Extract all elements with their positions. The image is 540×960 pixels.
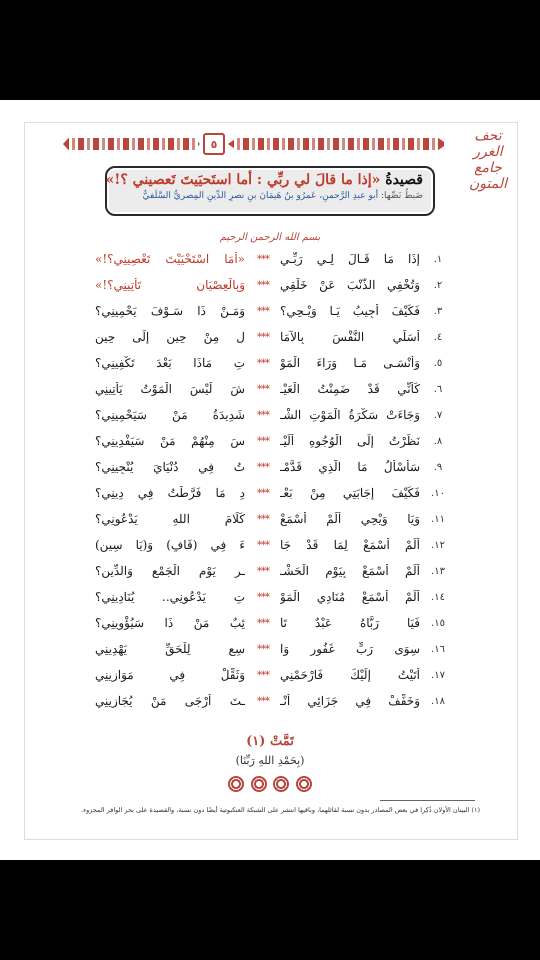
verse-second-hemistich: ـرِ يَوْمِ الْجَمْعِ وَالدِّينِ؟ (95, 564, 245, 578)
verse-separator: *** (257, 670, 269, 681)
verse-first-hemistich: وَيَا وَيْحِي أَلَمْ أَسْمَعْ (280, 512, 420, 526)
verse-separator: *** (257, 644, 269, 655)
verse-first-hemistich: وَجَاءَتْ سَكْرَةُ الْمَوْتِ الشْـ (280, 408, 420, 422)
verse-first-hemistich: أَتَيْتُ إِلَيْكَ فَارْحَمْنِي (280, 668, 420, 682)
verse-first-hemistich: وَتُخْفِي الذَّنْبَ عَنْ خَلْقِي (280, 278, 420, 292)
verse-first-hemistich: أَلَمْ أَسْمَعْ مُنَادِي الْمَوْ (280, 590, 420, 604)
footnote: (١) البيتان الأولان ذُكِرا في بعض المصادر بدون نسبة لقائلهما، وباقيها انتشر على الشبكة العنكبوتية أيضًا دون نسبة، والقصيدة على بحر الوافر المجزوء. (81, 806, 480, 814)
verse-separator: *** (257, 280, 269, 291)
verse-separator: *** (257, 384, 269, 395)
verse-row (90, 562, 445, 588)
verse-row (90, 406, 443, 432)
verse-first-hemistich: أَلَمْ أَسْمَعْ بِيَوْمِ الْحَشْـ (280, 564, 420, 578)
verse-separator: *** (257, 488, 269, 499)
ornament-left (63, 138, 200, 150)
page-number: ٥ (203, 133, 225, 155)
verse-separator: *** (257, 332, 269, 343)
verse-number: ١٦. (431, 644, 445, 655)
verse-number: ٣. (433, 306, 443, 317)
rosette-ornaments (228, 776, 312, 796)
verse-row (90, 640, 445, 666)
verse-number: ١٥. (431, 618, 445, 629)
verse-number: ٧. (433, 410, 443, 421)
verse-first-hemistich: نَظَرْتُ إِلَى الْوُجُوهِ أَلَيْـ (280, 434, 420, 448)
verse-second-hemistich: تِ يَدْعُونِي.. يُنَادِينِي؟ (95, 590, 245, 604)
verse-row (90, 692, 445, 718)
verse-separator: *** (257, 436, 269, 447)
verse-first-hemistich: أُسَلِّي النَّفْسَ بِالآمَا (280, 330, 420, 344)
verse-second-hemistich: ءَ فِي (قَافٍ) وَ(يَا سِينِ) (95, 538, 245, 552)
rosette-icon (296, 776, 312, 792)
verse-row (90, 614, 445, 640)
verse-separator: *** (257, 306, 269, 317)
verse-separator: *** (257, 618, 269, 629)
verse-row (90, 250, 443, 276)
verse-row (90, 510, 445, 536)
verse-number: ٥. (433, 358, 443, 369)
verse-number: ١. (433, 254, 443, 265)
verse-row (90, 354, 443, 380)
verse-separator: *** (257, 540, 269, 551)
verse-separator: *** (257, 410, 269, 421)
verse-number: ١٨. (431, 696, 445, 707)
verse-number: ٦. (433, 384, 443, 395)
verse-second-hemistich: سَ مِنْهُمْ مَنْ سَيَفْدِينِي؟ (95, 434, 245, 448)
verse-row (90, 302, 443, 328)
verse-first-hemistich: وَأَنْسَـى مَـا وَرَاءَ الْمَوْ (280, 356, 420, 370)
verse-separator: *** (257, 696, 269, 707)
verse-row (90, 484, 445, 510)
verse-separator: *** (257, 592, 269, 603)
verse-row (90, 536, 445, 562)
verse-number: ٨. (433, 436, 443, 447)
verse-row (90, 432, 443, 458)
title-box (105, 166, 435, 216)
verse-number: ١٠. (431, 488, 445, 499)
verse-number: ١١. (431, 514, 445, 525)
author-name: أبو عبدِ الرَّحمنِ، عَمرُو بنُ هَيمَانَ بنِ نصرِ الدِّينِ المِصريُّ السَّلَفيُّ (142, 191, 379, 201)
verse-second-hemistich: دِ مَا فَرَّطْتُ فِي دِينِي؟ (95, 486, 245, 500)
basmala: بسم الله الرحمن الرحيم (219, 232, 321, 243)
verse-second-hemistich: لِ مِنْ حِينٍ إِلَى حِينِ (95, 330, 245, 344)
verse-separator: *** (257, 254, 269, 265)
verse-number: ٩. (433, 462, 443, 473)
header-ornament-band (60, 132, 450, 156)
verse-first-hemistich: أَلَمْ أَسْمَعْ لِمَا قَدْ جَا (280, 538, 420, 552)
verse-number: ١٢. (431, 540, 445, 551)
verse-second-hemistich: وَثَقِّلْ فِي مَوَازِينِي (95, 668, 245, 682)
verse-second-hemistich: سِعٍ لِلْحَقِّ يَهْدِينِي (95, 642, 245, 656)
verse-row (90, 328, 443, 354)
verse-first-hemistich: وَخَفِّفْ فِي جَزَائِي أَنْـ (280, 694, 420, 708)
verse-first-hemistich: سِوَى رَبٍّ غَفُورٍ وَا (280, 642, 420, 656)
verse-row (90, 380, 443, 406)
verse-second-hemistich: ـتَ أَرْجَى مَنْ يُجَازِينِي (95, 694, 245, 708)
footnote-rule (380, 800, 475, 801)
verse-row (90, 276, 443, 302)
ornament-right (228, 138, 447, 150)
verse-number: ١٧. (431, 670, 445, 681)
rosette-icon (251, 776, 267, 792)
verse-separator: *** (257, 566, 269, 577)
verse-row (90, 588, 445, 614)
verse-second-hemistich: وَمَـنْ ذَا سَـوْفَ يَحْمِينِي؟ (95, 304, 245, 318)
verse-second-hemistich: شَدِيدَةُ مَنْ سَيَحْمِينِي؟ (95, 408, 245, 422)
verse-second-hemistich: ئِبٌ مَنْ ذَا سَيُؤْوِينِي؟ (95, 616, 245, 630)
verse-separator: *** (257, 514, 269, 525)
verse-number: ٤. (433, 332, 443, 343)
verse-first-hemistich: فَيَا رَبَّاهُ عَبْدٌ تَا (280, 616, 420, 630)
rosette-icon (273, 776, 289, 792)
author-line (117, 191, 423, 201)
rosette-icon (228, 776, 244, 792)
document-page (0, 100, 540, 860)
ending-subtitle: (بِحَمْدِ اللهِ رَبِّنَا) (235, 754, 305, 767)
verse-second-hemistich: «أَمَا اسْتَحْيَيْتَ تَعْصِينِي؟!» (95, 252, 245, 266)
verse-number: ٢. (433, 280, 443, 291)
verse-second-hemistich: تِ مَاذَا بَعْدَ تَكْفِينِي؟ (95, 356, 245, 370)
author-label: ضَبطُ نَصِّها: (381, 191, 423, 201)
verse-number: ١٤. (431, 592, 445, 603)
title-line (105, 172, 423, 188)
verse-second-hemistich: كَلَامَ اللهِ يَدْعُونِي؟ (95, 512, 245, 526)
verse-separator: *** (257, 462, 269, 473)
verse-number: ١٣. (431, 566, 445, 577)
verse-first-hemistich: إذَا مَا قَـالَ لِـي رَبِّـي (280, 252, 420, 266)
title-label: قصيدةُ (385, 172, 423, 188)
ending-title: تَمَّتْ (١) (246, 734, 294, 749)
verse-first-hemistich: كَأَنِّي قَدْ ضَمِنْتُ الْعَيْـ (280, 382, 420, 396)
verse-row (90, 666, 445, 692)
verse-second-hemistich: وَبِالْعِصْيَانِ تَأْتِينِي؟!» (95, 278, 245, 292)
verse-separator: *** (257, 358, 269, 369)
title-verse: «إذا ما قالَ لي ربِّي : أما استَحيَيتَ تَعصيني ؟!» (105, 172, 381, 188)
verse-second-hemistich: تُ فِي دُنْيَايَ يُنْجِينِي؟ (95, 460, 245, 474)
verse-second-hemistich: شَ لَيْسَ الْمَوْتُ يَأْتِينِي (95, 382, 245, 396)
series-logo: تحف الغرر جامع المتون (469, 128, 507, 192)
verse-first-hemistich: فَكَيْفَ إِجَابَتِي مِنْ بَعْـ (280, 486, 420, 500)
verse-first-hemistich: فَكَيْفَ أُجِيبُ يَـا وَيْـحِي؟ (280, 304, 420, 318)
verse-row (90, 458, 443, 484)
verse-first-hemistich: سَأُسْأَلُ مَا الَّذِي قَدَّمْـ (280, 460, 420, 474)
